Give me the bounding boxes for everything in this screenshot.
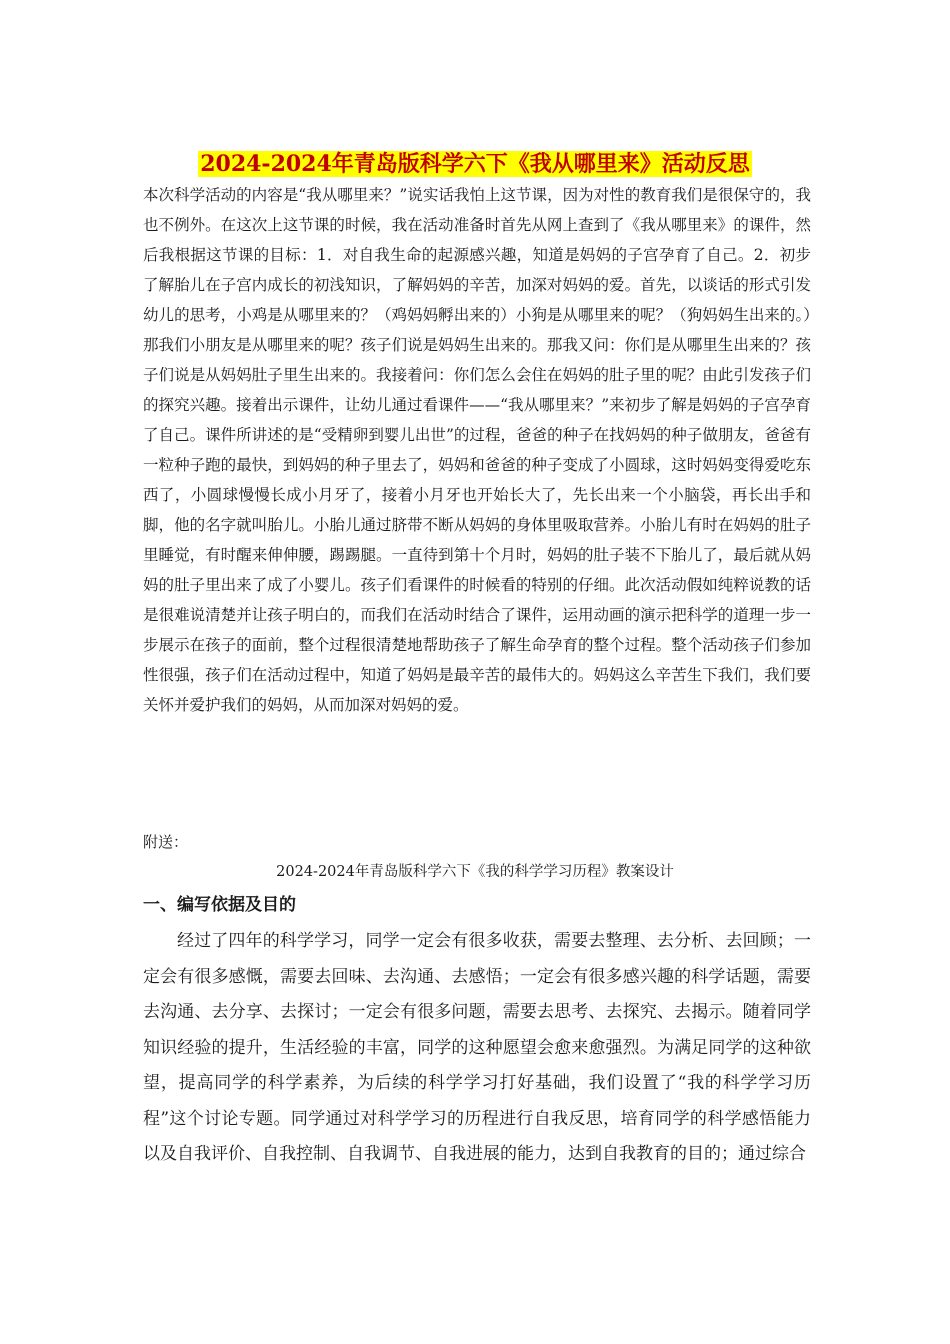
- document-title-text: 2024-2024年青岛版科学六下《我从哪里来》活动反思: [200, 150, 750, 177]
- appendix-label: 附送：: [143, 833, 189, 851]
- section-heading: 一、编写依据及目的: [143, 895, 296, 915]
- reflection-paragraph: 本次科学活动的内容是“我从哪里来？”说实话我怕上这节课，因为对性的教育我们是很保守的，我也不例外。在这次上这节课的时候，我在活动准备时首先从网上查到了《我从哪里来》的课件，然后我根据这节课的目标：1．对自我生命的起源感兴趣，知道是妈妈的子宫孕育了自己。2．初步了解胎儿在子宫内成长的初浅知识，了解妈妈的辛苦，加深对妈妈的爱。首先，以谈话的形式引发幼儿的思考，小鸡是从哪里来的？（鸡妈妈孵出来的）小狗是从哪里来的呢？（狗妈妈生出来的。）那我们小朋友是从哪里来的呢？孩子们说是妈妈生出来的。那我又问：你们是从哪里生出来的？孩子们说是从妈妈肚子里生出来的。我接着问：你们怎么会住在妈妈的肚子里的呢？由此引发孩子们的探究兴趣。接着出示课件，让幼儿通过看课件——“我从哪里来？”来初步了解是妈妈的子宫孕育了自己。课件所讲述的是“受精卵到婴儿出世”的过程，爸爸的种子在找妈妈的种子做朋友，爸爸有一粒种子跑的最快，到妈妈的种子里去了，妈妈和爸爸的种子变成了小圆球，这时妈妈变得爱吃东西了，小圆球慢慢长成小月牙了，接着小月牙也开始长大了，先长出来一个小脑袋，再长出手和脚，他的名字就叫胎儿。小胎儿通过脐带不断从妈妈的身体里吸取营养。小胎儿有时在妈妈的肚子里睡觉，有时醒来伸伸腰，踢踢腿。一直待到第十个月时，妈妈的肚子装不下胎儿了，最后就从妈妈的肚子里出来了成了小婴儿。孩子们看课件的时候看的特别的仔细。此次活动假如纯粹说教的话是很难说清楚并让孩子明白的，而我们在活动时结合了课件，运用动画的演示把科学的道理一步一步展示在孩子的面前，整个过程很清楚地帮助孩子了解生命孕育的整个过程。整个活动孩子们参加性很强，孩子们在活动过程中，知道了妈妈是最辛苦的最伟大的。妈妈这么辛苦生下我们，我们要关怀并爱护我们的妈妈，从而加深对妈妈的爱。: [143, 186, 811, 714]
- appendix-title: 2024-2024年青岛版科学六下《我的科学学习历程》教案设计: [276, 864, 674, 880]
- section-body-paragraph: 经过了四年的科学学习，同学一定会有很多收获，需要去整理、去分析、去回顾；一定会有很多感慨，需要去回味、去沟通、去感悟；一定会有很多感兴趣的科学话题，需要去沟通、去分享、去探讨；一定会有很多问题，需要去思考、去探究、去揭示。随着同学知识经验的提升，生活经验的丰富，同学的这种愿望会愈来愈强烈。为满足同学的这种欲望，提高同学的科学素养，为后续的科学学习打好基础，我们设置了“我的科学学习历程”这个讨论专题。同学通过对科学学习的历程进行自我反思，培育同学的科学感悟能力以及自我评价、自我控制、自我调节、自我进展的能力，达到自我教育的目的；通过综合: [143, 931, 811, 1164]
- document-title: [0, 149, 950, 179]
